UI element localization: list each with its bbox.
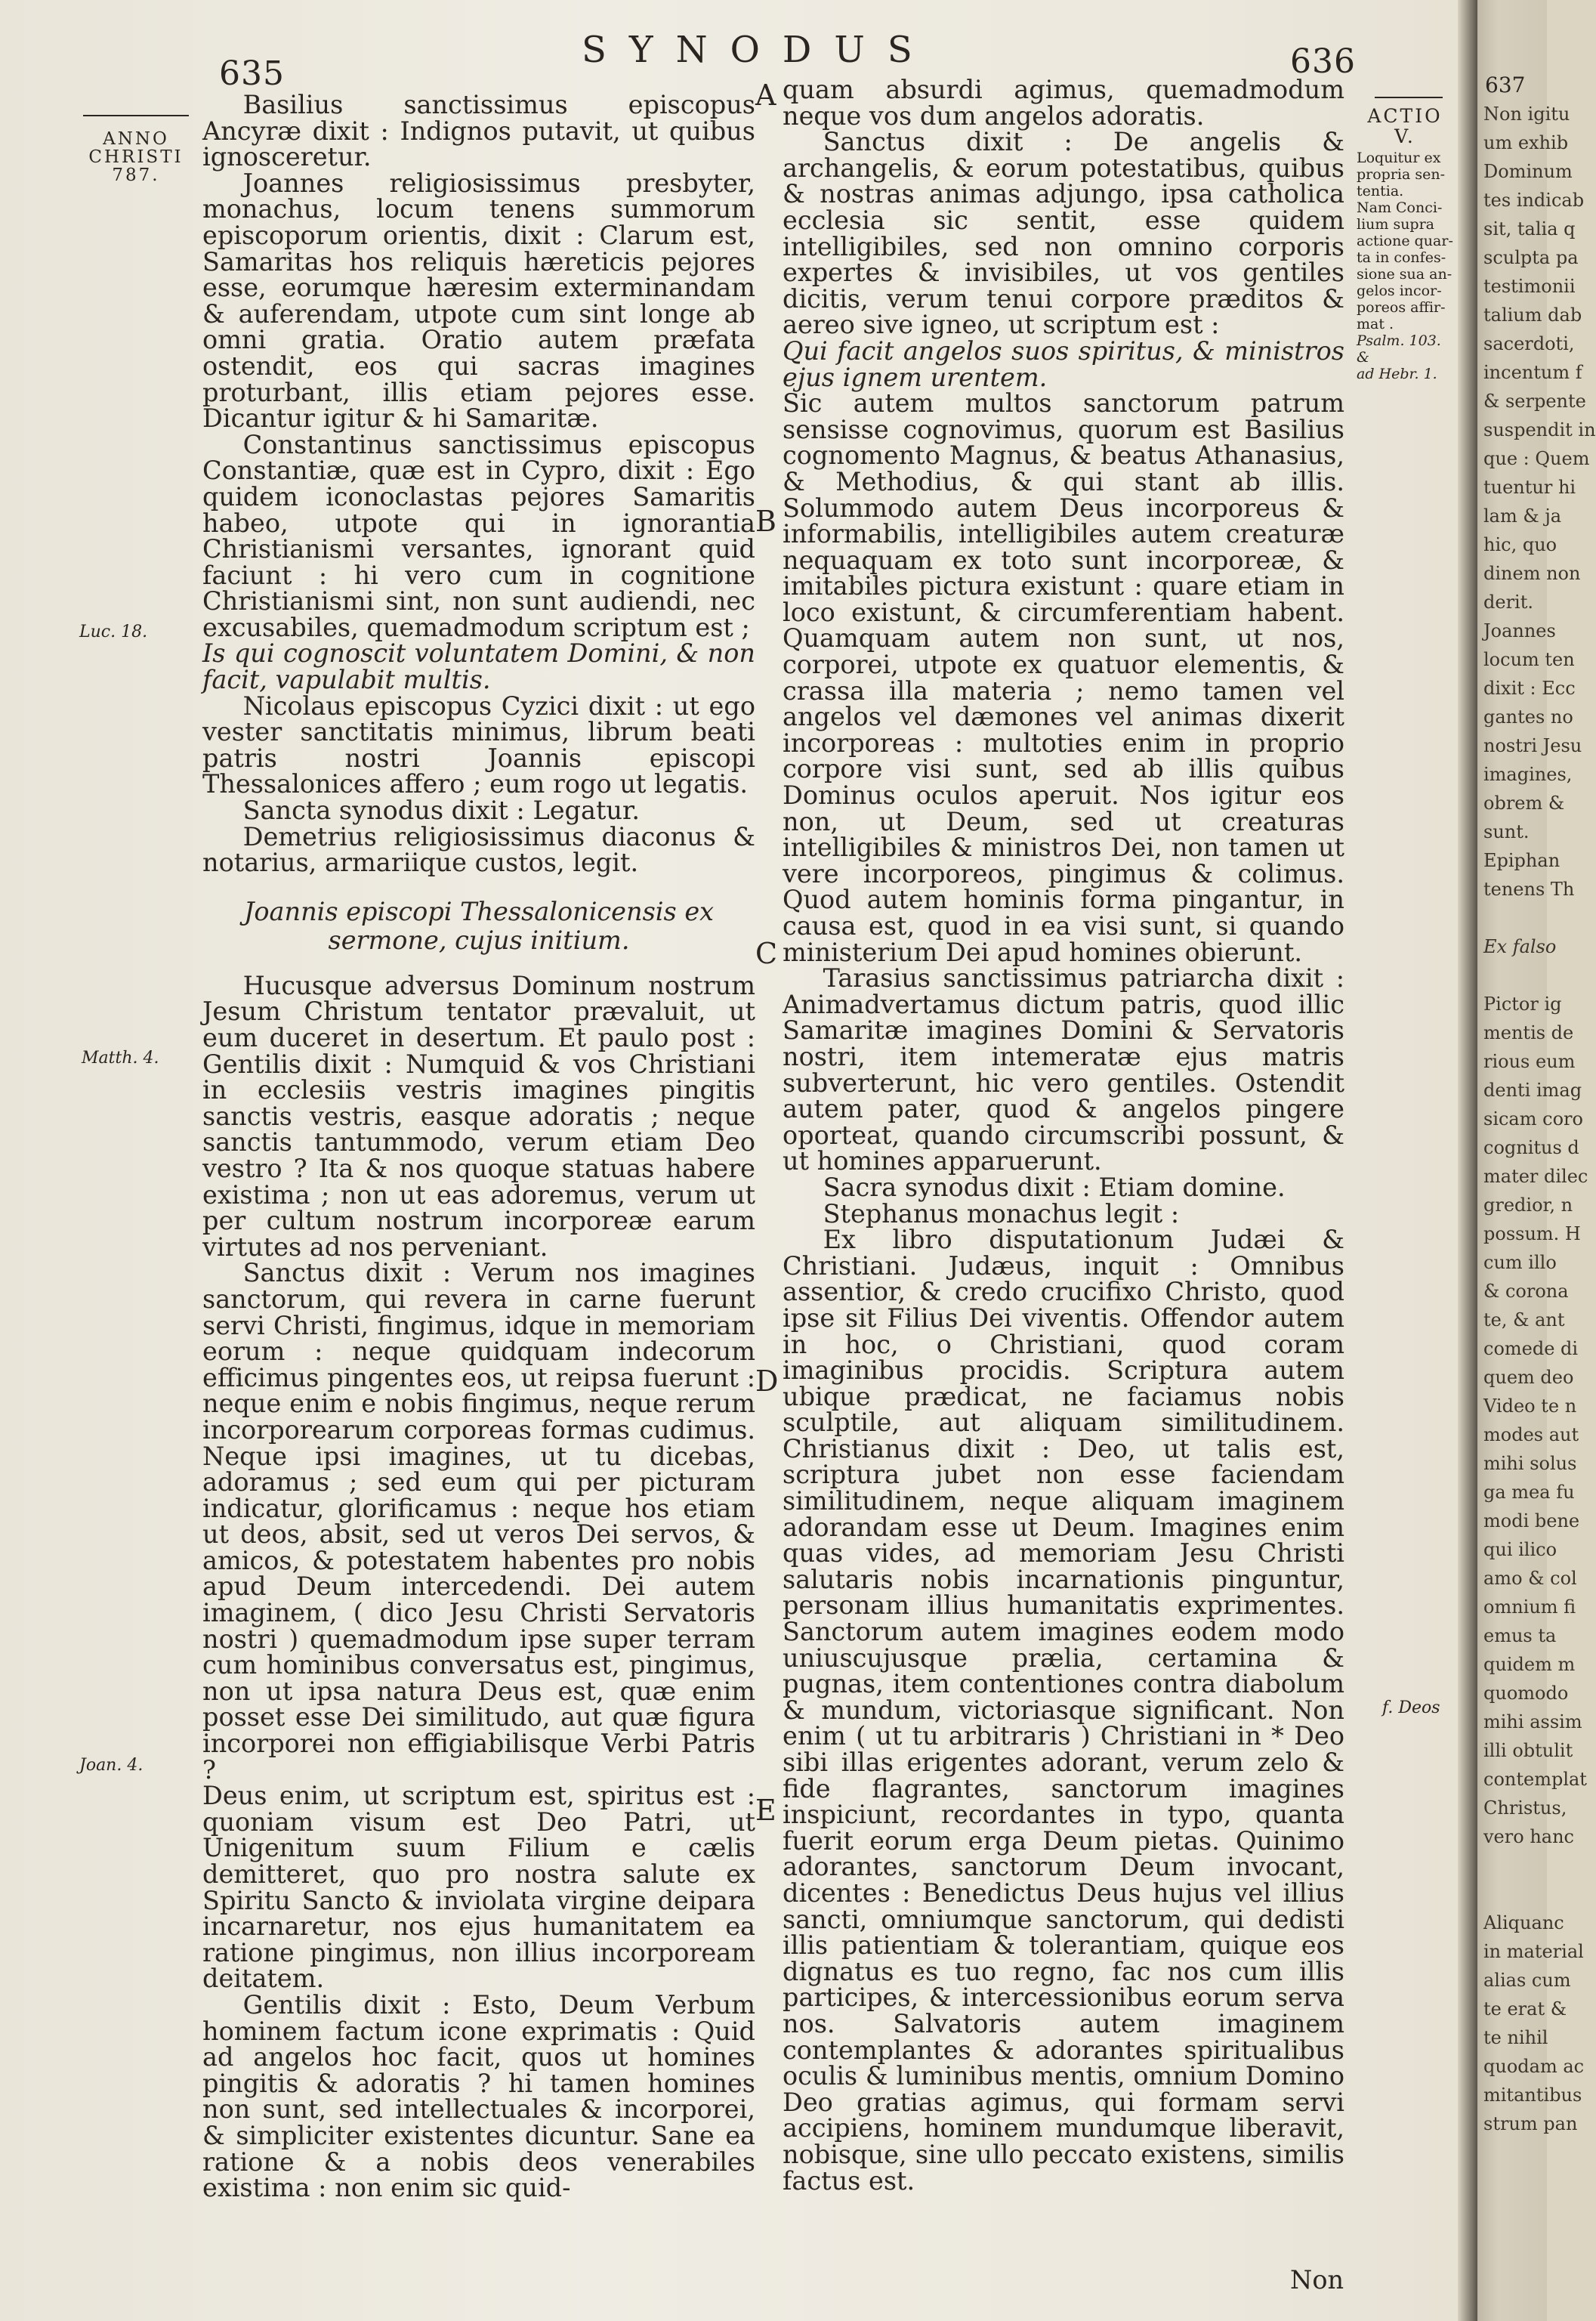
paragraph: Hucusque adversus Dominum nostrum Jesum Christum tentator prævaluit, ut eum duceret in desertum. Et paulo post : Gentilis dixit : Numquid & vos Christiani in ecclesiis vestris imagines pingitis sanctis vestris, easque adoratis ; neque sanctis tantummodo, verum etiam Deo vestro ? Ita & nos quoque statuas habere existima ; non ut eas adoremus, verum ut per cultum nostrum incorporeæ earum virtutes ad nos perveniant. [202, 970, 755, 1262]
paragraph: Ex libro disputationum Judæi & Christiani. Judæus, inquit : Omnibus assentior, & credo crucifixo Christo, quod ipse sit Filius Dei viventis. Offendor autem in hoc, o Christiani, quod coram imaginibus procidis. Scriptura autem ubique prædicat, ne faciamus nobis sculptile, aut aliquam similitudinem. Christianus dixit : Deo, ut talis est, scriptura jubet non esse faciendam similitudinem, neque aliquam imaginem adorandam esse ut Deum. Imagines enim quas vides, ad memoriam Jesu Christi salutaris nobis incarnationis pinguntur, personam illius humanitatis exprimentes. Sanctorum autem imagines eodem modo uniuscujusque prælia, certamina & pugnas, item contentiones contra diabolum & mundum, victoriasque significant. Non enim ( ut tu arbitraris ) Christiani in * Deo sibi illas erigentes adorant, verum zelo & fide flagrantes, sanctorum imagines inspiciunt, recordantes in typo, quanta fuerit eorum erga Deum pietas. Quinimo adorantes, sanctorum Deum invocant, dicentes : Benedictus Deus hujus vel illius sancti, omniumque sanctorum, qui dedisti illis patientiam & tolerantiam, quique eos dignatus es tuo regno, fac nos cum illis participes, & intercessionibus eorum serva nos. Salvatoris autem imaginem contemplantes & adorantes spiritualibus oculis & luminibus mentis, omnium Domino Deo gratias agimus, qui formam servi accipiens, hominem mundumque liberavit, nobisque, sine ullo peccato existens, similis factus est. [783, 1225, 1344, 2196]
paragraph: Sacra synodus dixit : Etiam domine. [823, 1172, 1286, 1202]
next-page-line: nostri Jesu [1483, 735, 1582, 756]
paragraph: Gentilis dixit : Esto, Deum Verbum hominem factum icone exprimatis : Quid ad angelos hoc facit, quos ut homines pingitis & adoratis ? hi tamen homines non sunt, sed intellectuales & incorporei, & simpliciter existentes dicuntur. Sane ea ratione & a nobis deos venerabiles existima : non enim sic quid- [202, 1989, 755, 2203]
actio-note [1360, 106, 1450, 147]
next-page-line: illi obtulit [1483, 1740, 1573, 1761]
next-page-line: quem deo [1483, 1367, 1574, 1388]
next-page-line: denti imag [1483, 1080, 1582, 1101]
section-letter-e: E [755, 1794, 776, 1827]
next-page-line: Joannes [1483, 620, 1556, 641]
next-page-line: modi bene [1483, 1510, 1580, 1531]
next-page-line: quodam ac [1483, 2056, 1585, 2077]
next-page-line: locum ten [1483, 649, 1575, 670]
anno-line: ANNO [103, 129, 169, 149]
left-column [202, 92, 755, 2202]
next-page-line: sunt. [1483, 821, 1530, 842]
next-page-line: um exhib [1483, 132, 1569, 153]
next-page-line: mihi assim [1483, 1711, 1582, 1732]
next-page-line: lam & ja [1483, 505, 1562, 527]
header-rule-left [83, 115, 189, 116]
next-page-line: ga mea fu [1483, 1482, 1575, 1503]
next-page-line: tes indicab [1483, 190, 1585, 211]
next-page-line: sit, talia q [1483, 218, 1576, 240]
margin-note-matthew: Matth. 4. [82, 1049, 159, 1068]
christi-line: CHRISTI [88, 147, 184, 167]
next-page-line: testimonii [1483, 276, 1576, 297]
next-page-line: Pictor ig [1483, 994, 1562, 1015]
section-letter-a: A [755, 79, 776, 112]
next-page-line: imagines, [1483, 764, 1573, 785]
next-page-line: dinem non [1483, 563, 1581, 584]
margin-note-luke: Luc. 18. [79, 623, 148, 641]
note-line: propria sen- [1357, 166, 1446, 183]
year-line: 787. [112, 165, 160, 185]
running-head: SYNODUS [582, 29, 935, 71]
margin-note-john: Joan. 4. [79, 1756, 144, 1775]
next-page-line: contemplat [1483, 1769, 1587, 1790]
paragraph: Demetrius religiosissimus diaconus & notarius, armariique custos, legit. [202, 821, 755, 878]
note-line: poreos affir- [1357, 299, 1446, 316]
next-page-line: incentum f [1483, 362, 1582, 383]
next-page-line: Ex falso [1483, 936, 1557, 957]
next-page-line: Dominum [1483, 161, 1573, 182]
paragraph: quam absurdi agimus, quemadmodum neque vos dum angelos adoratis. [783, 75, 1344, 131]
next-page-line: cum illo [1483, 1252, 1557, 1273]
next-page-line: strum pan [1483, 2113, 1578, 2134]
section-heading: Joannis episcopi Thessalonicensis ex sermone, cujus initium. [243, 896, 715, 955]
next-page-line: sacerdoti, [1483, 333, 1575, 354]
paragraph: Constantinus sanctissimus episcopus Constantiæ, quæ est in Cypro, dixit : Ego quidem iconoclastas pejores Samaritis habeo, utpote qui in ignorantia Christianismi versantes, ignorant quid faciunt : hi vero cum in cognitione Christianismi sint, non sunt audiendi, nec excusabiles, quemadmodum scriptum est ; [202, 429, 755, 642]
next-page-line: Epiphan [1483, 850, 1560, 871]
next-page-line: in material [1483, 1941, 1584, 1962]
next-page-line: qui ilico [1483, 1539, 1557, 1560]
actio-number: V. [1394, 125, 1415, 147]
page-number-left: 635 [219, 54, 285, 93]
next-page-line: talium dab [1483, 304, 1582, 326]
note-line: ad Hebr. 1. [1357, 366, 1437, 382]
paragraph: Joannes religiosissimus presbyter, monachus, locum tenens summorum episcoporum orientis, dixit : Clarum est, Samaritas hos reliquis hæreticis pejores esse, eorumque hæresim exterminandam & auferendam, utpote cum sint longe ab omni gratia. Oratio autem præfata ostendit, eos qui sacras imagines proturbant, illis etiam pejores esse. Dicantur igitur & hi Samaritæ. [202, 168, 755, 434]
next-page-line: cognitus d [1483, 1137, 1579, 1158]
header-rule-right [1375, 97, 1443, 98]
next-page-line: possum. H [1483, 1223, 1581, 1244]
section-letter-d: D [755, 1364, 779, 1398]
next-page-line: sculpta pa [1483, 247, 1579, 268]
next-page-line: quidem m [1483, 1654, 1576, 1675]
paragraph: Sancta synodus dixit : Legatur. [242, 796, 640, 826]
next-page-line: derit. [1483, 592, 1533, 613]
next-page-line: & serpente [1483, 391, 1586, 412]
next-page-line: amo & col [1483, 1568, 1577, 1589]
next-page-line: te erat & [1483, 1998, 1567, 2020]
next-page-line: vero hanc [1483, 1826, 1574, 1847]
next-page-line: te, & ant [1483, 1309, 1565, 1330]
scripture-quote: Qui facit angelos suos spiritus, & ministros ejus ignem urentem. [783, 335, 1344, 392]
next-page-line: te nihil [1483, 2027, 1548, 2048]
next-page-line: hic, quo [1483, 534, 1557, 555]
note-line: gelos incor- [1357, 283, 1442, 299]
paragraph: Basilius sanctissimus episcopus Ancyræ dixit : Indignos putavit, ut quibus ignosceretur. [202, 90, 755, 172]
next-page-line: alias cum [1483, 1970, 1571, 1991]
next-page-line: quomodo [1483, 1683, 1569, 1704]
page-number-right: 636 [1290, 42, 1356, 81]
catchword: Non [1290, 2265, 1344, 2295]
next-page-line: mihi solus [1483, 1453, 1577, 1474]
next-page-edge [1477, 0, 1596, 2321]
next-page-line: & corona [1483, 1281, 1569, 1302]
anno-christi-note [76, 130, 196, 184]
margin-note-right [1357, 150, 1455, 382]
note-line: mat . [1357, 316, 1394, 332]
note-line: Psalm. 103. & [1357, 332, 1441, 366]
next-page-line: Video te n [1483, 1395, 1577, 1417]
paragraph: Tarasius sanctissimus patriarcha dixit : Animadvertamus dictum patris, quod illic Samaritæ imagines Domini & Servatoris nostri, item intemeratæ ejus matris subverterunt, hic vero gentiles. Ostendit autem pater, quod & angelos pingere oporteat, quando circumscribi possunt, & ut homines apparuerunt. [783, 963, 1344, 1176]
section-letter-c: C [755, 937, 778, 970]
section-letter-b: B [755, 505, 776, 538]
next-page-line: omnium fi [1483, 1596, 1576, 1618]
paragraph: Sic autem multos sanctorum patrum sensisse cognovimus, quorum est Basilius cognomento Magnus, & beatus Athanasius, & Methodius, & qui stant ab illis. Solummodo autem Deus incorporeus & informabilis, intelligibiles autem creaturæ nequaquam ex toto sunt incorporeæ, & imitabiles pictura existunt : quare etiam in loco existunt, & circumferentiam habent. Quamquam autem non sunt, ut nos, corporei, utpote ex quatuor elementis, & crassa illa materia ; nemo tamen vel angelos vel dæmones vel animas dixerit incorporeas : multoties enim in proprio corpore visi sunt, sed ab illis quibus Dominus oculos aperuit. Nos igitur eos non, ut Deum, sed ut creaturas intelligibiles & ministros Dei, non tamen ut vere incorporeos, pingimus & colimus. Quod autem hominis forma pingantur, in causa est, quod in ea visi sunt, si quando ministerium Dei apud homines obierunt. [783, 388, 1344, 967]
note-line: Nam Conci- [1357, 199, 1443, 216]
next-page-line: que : Quem [1483, 448, 1590, 469]
scripture-quote: Is qui cognoscit voluntatem Domini, & non facit, vapulabit multis. [202, 638, 755, 695]
actio-line: ACTIO [1367, 105, 1443, 127]
note-line: sione sua an- [1357, 266, 1452, 283]
next-page-line: suspendit in [1483, 419, 1596, 440]
right-column [783, 77, 1344, 2194]
next-page-line: tuentur hi [1483, 477, 1576, 498]
next-page-line: tenens Th [1483, 879, 1575, 900]
note-line: Loquitur ex [1357, 150, 1441, 166]
paragraph: Sanctus dixit : De angelis & archangelis, & eorum potestatibus, quibus & nostras animas adjungo, ipsa catholica ecclesia sic sentit, esse quidem intelligibiles, sed non omnino corporis expertes & invisibiles, ut vos gentiles dicitis, verum tenui corpore præditos & aereo sive igneo, ut scriptum est : [783, 127, 1344, 340]
note-line: lium supra [1357, 216, 1435, 233]
next-page-line: dixit : Ecc [1483, 678, 1576, 699]
next-page-line: gredior, n [1483, 1194, 1573, 1216]
next-page-line: emus ta [1483, 1625, 1557, 1646]
note-line: tentia. [1357, 183, 1404, 199]
next-page-line: mater dilec [1483, 1166, 1588, 1187]
paragraph: Sanctus dixit : Verum nos imagines sanctorum, qui revera in carne fuerunt servi Christi, fingimus, idque in memoriam eorum : neque quidquam indecorum efficimus pingentes eos, ut reipsa fuerunt : neque enim e nobis fingimus, neque rerum incorporearum corporeas formas cudimus. Neque ipsi imagines, ut tu dicebas, adoramus ; sed eum qui per picturam indicatur, glorificamus : neque hos etiam ut deos, absit, sed ut veros Dei servos, & amicos, & potestatem habentes pro nobis apud Deum intercedendi. Dei autem imaginem, ( dico Jesu Christi Servatoris nostri ) quemadmodum ipse super terram cum hominibus conversatus est, pingimus, non ut ipsa natura Deus est, quæ enim posset esse Dei similitudo, aut quæ figura incorporei non effigiabilisque Verbi Patris ? [202, 1258, 755, 1785]
footnote-deos: f. Deos [1382, 1698, 1440, 1717]
next-page-line: mitantibus [1483, 2085, 1582, 2106]
next-page-line: comede di [1483, 1338, 1579, 1359]
paragraph: Deus enim, ut scriptum est, spiritus est : quoniam visum est Deo Patri, ut Unigenitum suum Filium e cælis demitteret, quo pro nostra salute ex Spiritu Sancto & inviolata virgine deipara incarnaretur, nos ejus humanitatem ea ratione pingimus, non illius incorpoream deitatem. [202, 1781, 755, 1994]
note-line: actione quar- [1357, 233, 1453, 249]
next-page-line: gantes no [1483, 706, 1573, 728]
next-page-number: 637 [1485, 73, 1526, 97]
next-page-line: rious eum [1483, 1051, 1576, 1072]
next-page-line: Christus, [1483, 1797, 1567, 1819]
note-line: ta in confes- [1357, 249, 1446, 266]
next-page-line: Aliquanc [1483, 1912, 1564, 1933]
book-gutter [1458, 0, 1477, 2321]
next-page-line: obrem & [1483, 793, 1565, 814]
paragraph: Nicolaus episcopus Cyzici dixit : ut ego vester sanctitatis minimus, librum beati patris nostri Joannis episcopi Thessalonices affero ; eum rogo ut legatis. [202, 691, 755, 799]
next-page-line: Non igitu [1483, 104, 1570, 125]
next-page-line: modes aut [1483, 1424, 1579, 1445]
next-page-line: mentis de [1483, 1022, 1574, 1043]
paragraph: Stephanus monachus legit : [823, 1198, 1180, 1228]
next-page-line: sicam coro [1483, 1108, 1583, 1130]
